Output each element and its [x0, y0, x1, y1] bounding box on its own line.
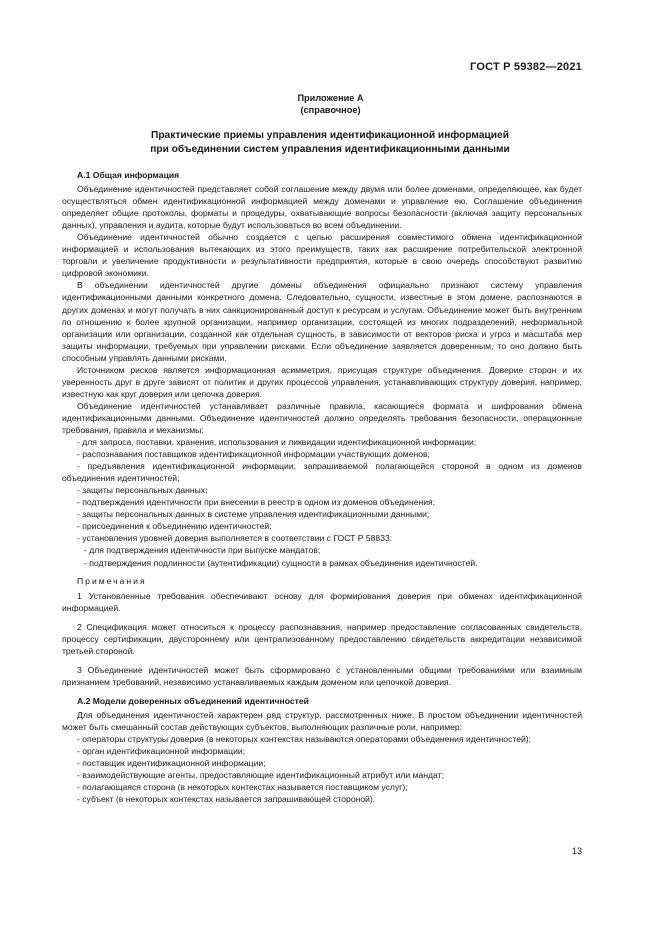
- note: 1 Установленные требования обеспечивают основу для формирования доверия при обменах идентификационной информацией.: [62, 590, 582, 613]
- document-body: [62, 167, 582, 805]
- list-item: - защиты персональных данных;: [77, 485, 208, 496]
- list-item: - поставщик идентификационной информации;: [77, 758, 266, 769]
- appendix-label: Приложение А: [297, 93, 364, 103]
- section-a2-heading: А.2 Модели доверенных объединений идентичностей: [77, 695, 309, 706]
- paragraph: Объединение идентичностей обычно создается с целью расширения совместимого обмена идентификационной информацией и использования вытекающих из этого преимуществ, таких как расширение потребительской электронной торговли и увеличение продуктивности и результативности предприятия, которые в свою очередь способствуют развитию цифровой экономики.: [62, 232, 582, 279]
- list-item: - взаимодействующие агенты, предоставляющие идентификационный атрибут или мандат;: [77, 770, 444, 781]
- list-item: - присоединения к объединению идентичностей;: [77, 521, 272, 532]
- list-item: - защиты персональных данных в системе управления идентификационными данными;: [77, 509, 430, 520]
- list-item: - подтверждения идентичности при внесении в реестр в одном из доменов объединения;: [77, 497, 436, 508]
- title-line-1: Практические приемы управления идентификационной информацией: [151, 130, 509, 141]
- appendix-status: (справочное): [300, 105, 361, 115]
- section-a1-heading: А.1 Общая информация: [77, 170, 180, 180]
- list-item: - для запроса, поставки, хранения, использования и ликвидации идентификационной информации;: [77, 437, 477, 448]
- list-item: - операторы структуры доверия (в некоторых контекстах называются операторами объединения идентичностей);: [77, 734, 532, 745]
- sublist-item: - подтверждения подлинности (аутентификации) сущности в рамках объединения идентичностей.: [84, 557, 478, 568]
- paragraph: В объединении идентичностей другие домены объединения официально признают систему управления идентификационными данными конкретного домена. Следовательно, сущности, известные в этом домене, распознаются в других доменах и могут получать в них санкционированный доступ к ресурсам и услугам. Объединение может быть внутренним по отношению к более крупной организации, например организации, состоящей из многих подразделений, неформальной организации или организации, созданной как отдельная сущность, в зависимости от векторов риска и угроз и масштаба мер защиты информации, требуемых при управлении рисками. Если объединение заявляется доверенным, то оно должно быть способным управлять данными рисками.: [62, 280, 582, 363]
- appendix-header: [0, 92, 661, 116]
- appendix-title: [80, 129, 580, 156]
- paragraph: Объединение идентичностей устанавливает различные правила, касающиеся формата и шифрования обмена идентификационными данными. Объединение идентичностей должно определять требования безопасности, операционные требования, правила и механизмы:: [62, 400, 582, 435]
- paragraph: Для объединения идентичностей характерен ряд структур, рассмотренных ниже. В простом объединении идентичностей может быть смешанный состав действующих субъектов, выполняющих различные роли, например:: [62, 709, 582, 733]
- sublist-item: - для подтверждения идентичности при выпуске мандатов;: [84, 545, 321, 556]
- list-item: - установления уровней доверия выполняется в соответствии с ГОСТ Р 58833:: [77, 533, 393, 544]
- standard-number: ГОСТ Р 59382—2021: [470, 61, 582, 73]
- list-item: - распознавания поставщиков идентификационной информации участвующих доменов;: [77, 449, 430, 460]
- note: 2 Спецификация может относиться к процессу распознавания, например предоставление согласованных свидетельств, процессу сертификации, двустороннему или централизованному предоставлению свидетельств аккредитации независимой третьей стороной.: [62, 621, 582, 656]
- paragraph: Источником рисков является информационная асимметрия, присущая структуре объединения. Доверие сторон и их уверенность друг в друге зависят от политик и других процессов управления, устанавливающих структуру доверия, например, известную как круг доверия или цепочка доверия.: [62, 364, 582, 399]
- list-item: - предъявления идентификационной информации, запрашиваемой полагающейся стороной в одном из доменов объединения идентичностей;: [62, 461, 582, 484]
- notes-heading: Примечания: [77, 575, 147, 586]
- list-item: - орган идентификационной информации;: [77, 746, 246, 757]
- page-number: 13: [571, 846, 582, 856]
- title-line-2: при объединении систем управления идентификационными данными: [150, 143, 510, 155]
- list-item: - полагающаяся сторона (в некоторых контекстах называется поставщиком услуг);: [77, 782, 408, 793]
- note: 3 Объединение идентичностей может быть сформировано с установленными общими требованиями или взаимным признанием требований, независимо устанавливаемых каждым доменом или цепочкой доверия.: [62, 664, 582, 687]
- list-item: - субъект (в некоторых контекстах называется запрашивающей стороной).: [77, 794, 376, 805]
- paragraph: Объединение идентичностей представляет собой соглашение между двумя или более доменами, определяющее, как будет осуществляться обмен идентификационной информацией между доменами и управление ею. Соглашение объединения определяет общие протоколы, форматы и процедуры, охватывающие вопросы безопасности (включая защиту персональных данных), управления и аудита, которые будут использоваться во всем объединении.: [62, 184, 582, 231]
